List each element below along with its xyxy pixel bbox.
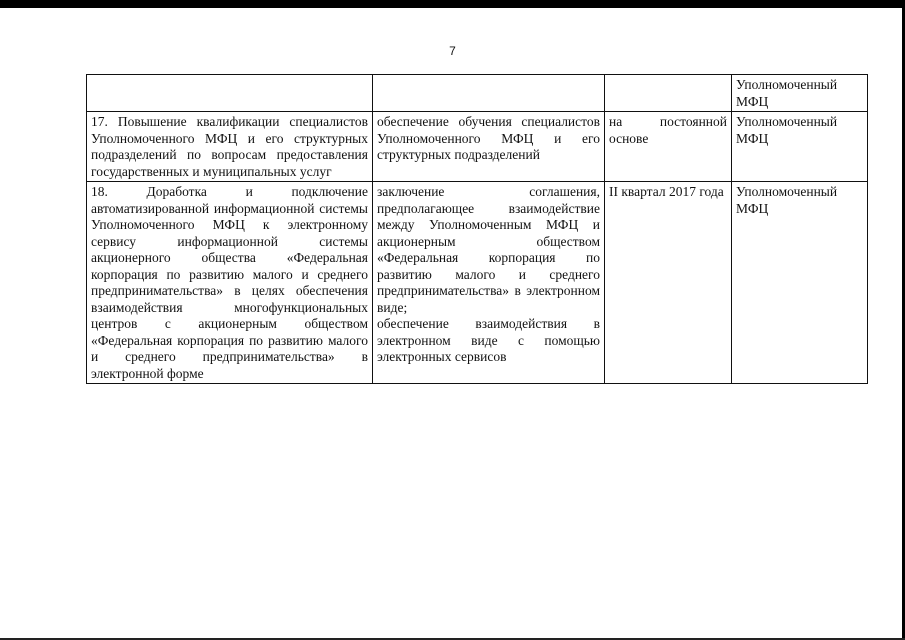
cell-task: 18. Доработка и подключение автоматизированной информационной системы Уполномоченного МФЦ к электронному сервису информационной системы акционерного общества «Федеральная корпорация по развитию малого и среднего предпринимательства» в целях обеспечения взаимодействия многофункциональных центров с акционерным обществом «Федеральная корпорация по развитию малого и среднего предпринимательства» в электронной форме [87,182,373,384]
cell-content: заключение соглашения, предполагающее взаимодействие между Уполномоченным МФЦ и акционерным обществом «Федеральная корпорация по развитию малого и среднего предпринимательства» в электронном виде; обеспечение взаимодействия в электронном виде с помощью электронных сервисов [373,182,605,384]
cell-responsible: Уполномоченный МФЦ [732,182,868,384]
table-row [87,112,868,182]
cell-deadline: на постоянной основе [605,112,732,182]
cell-responsible: Уполномоченный МФЦ [732,75,868,112]
cell-deadline: II квартал 2017 года [605,182,732,384]
cell-task: 17. Повышение квалификации специалистов Уполномоченного МФЦ и его структурных подразделений по вопросам предоставления государственных и муниципальных услуг [87,112,373,182]
cell-task [87,75,373,112]
table-row [87,75,868,112]
page-number: 7 [449,44,456,58]
cell-content [373,75,605,112]
scan-border-top [0,0,905,8]
plan-table [86,74,868,384]
table-row [87,182,868,384]
cell-content: обеспечение обучения специалистов Уполномоченного МФЦ и его структурных подразделений [373,112,605,182]
cell-responsible: Уполномоченный МФЦ [732,112,868,182]
cell-deadline [605,75,732,112]
